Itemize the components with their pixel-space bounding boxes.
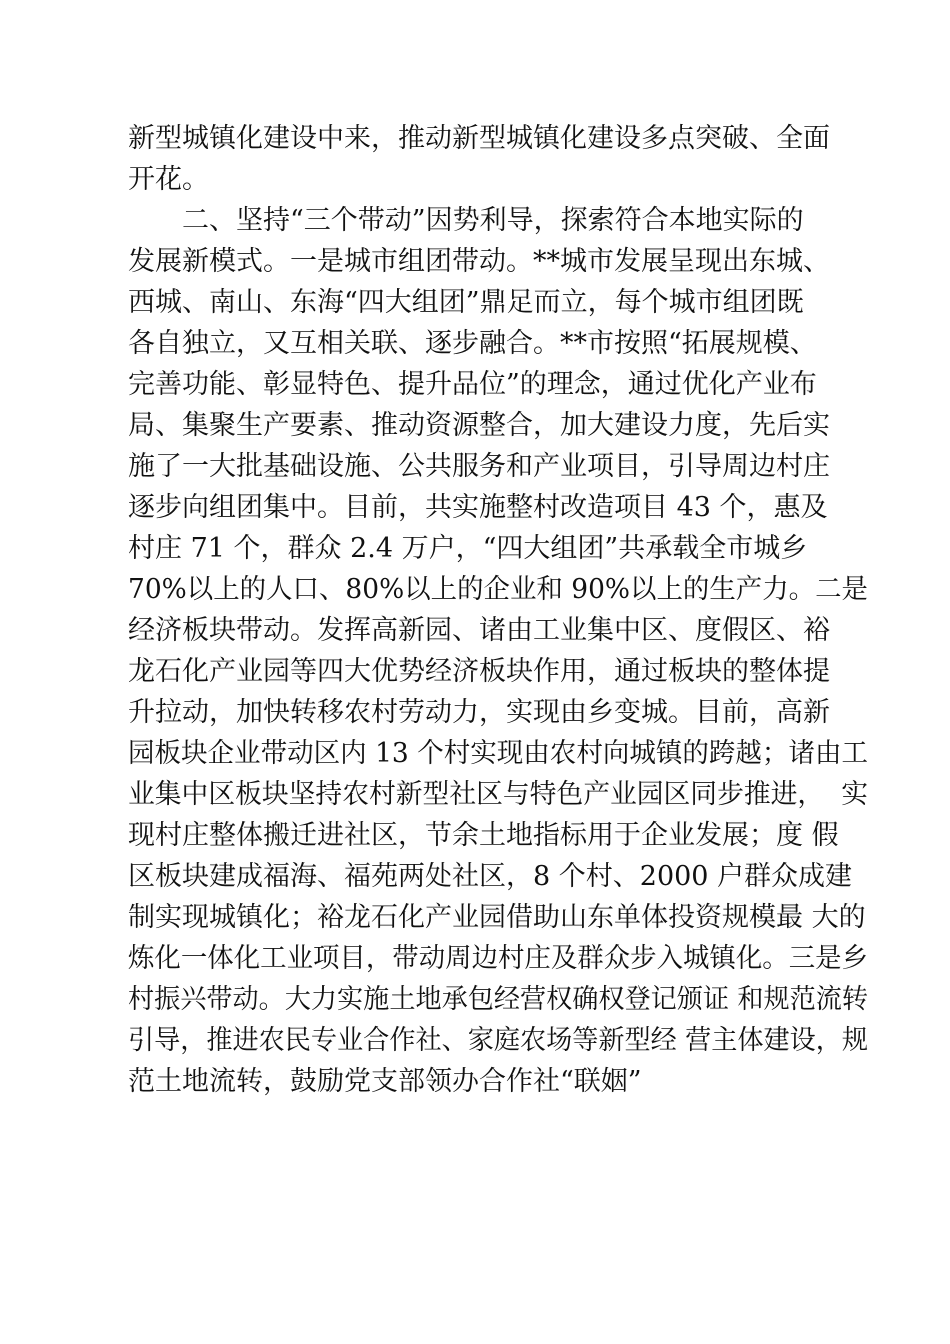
text-line: 70%以上的人口、80%以上的企业和 90%以上的生产力。二是 — [128, 574, 868, 605]
text-line: 区板块建成福海、福苑两处社区，8 个村、2000 户群众成建 — [128, 861, 853, 892]
text-line: 升拉动，加快转移农村劳动力，实现由乡变城。目前，高新 — [128, 697, 830, 728]
body-text — [128, 118, 868, 1102]
text-line: 园板块企业带动区内 13 个村实现由农村向城镇的跨越；诸由工 — [128, 738, 868, 769]
text-line: 二、坚持“三个带动”因势利导，探索符合本地实际的 — [182, 205, 804, 236]
text-line: 引导，推进农民专业合作社、家庭农场等新型经 营主体建设，规 — [128, 1025, 868, 1056]
text-line: 业集中区板块坚持农村新型社区与特色产业园区同步推进， 实 — [128, 779, 868, 810]
text-line: 新型城镇化建设中来，推动新型城镇化建设多点突破、全面 — [128, 123, 830, 154]
text-line: 范土地流转，鼓励党支部领办合作社“联姻” — [128, 1066, 642, 1097]
text-line: 施了一大批基础设施、公共服务和产业项目，引导周边村庄 — [128, 451, 830, 482]
text-line: 经济板块带动。发挥高新园、诸由工业集中区、度假区、裕 — [128, 615, 830, 646]
text-line: 龙石化产业园等四大优势经济板块作用，通过板块的整体提 — [128, 656, 830, 687]
text-line: 发展新模式。一是城市组团带动。**城市发展呈现出东城、 — [128, 246, 830, 277]
text-line: 各自独立，又互相关联、逐步融合。**市按照“拓展规模、 — [128, 328, 817, 359]
text-line: 开花。 — [128, 164, 209, 195]
text-line: 逐步向组团集中。目前，共实施整村改造项目 43 个，惠及 — [128, 492, 828, 523]
text-line: 村振兴带动。大力实施土地承包经营权确权登记颁证 和规范流转 — [128, 984, 868, 1015]
text-line: 村庄 71 个，群众 2.4 万户，“四大组团”共承载全市城乡 — [128, 533, 808, 564]
text-line: 完善功能、彰显特色、提升品位”的理念，通过优化产业布 — [128, 369, 817, 400]
text-line: 局、集聚生产要素、推动资源整合，加大建设力度，先后实 — [128, 410, 830, 441]
text-line: 西城、南山、东海“四大组团”鼎足而立，每个城市组团既 — [128, 287, 804, 318]
text-line: 制实现城镇化；裕龙石化产业园借助山东单体投资规模最 大的 — [128, 902, 866, 933]
text-line: 现村庄整体搬迁进社区，节余土地指标用于企业发展；度 假 — [128, 820, 839, 851]
text-line: 炼化一体化工业项目，带动周边村庄及群众步入城镇化。三是乡 — [128, 943, 868, 974]
